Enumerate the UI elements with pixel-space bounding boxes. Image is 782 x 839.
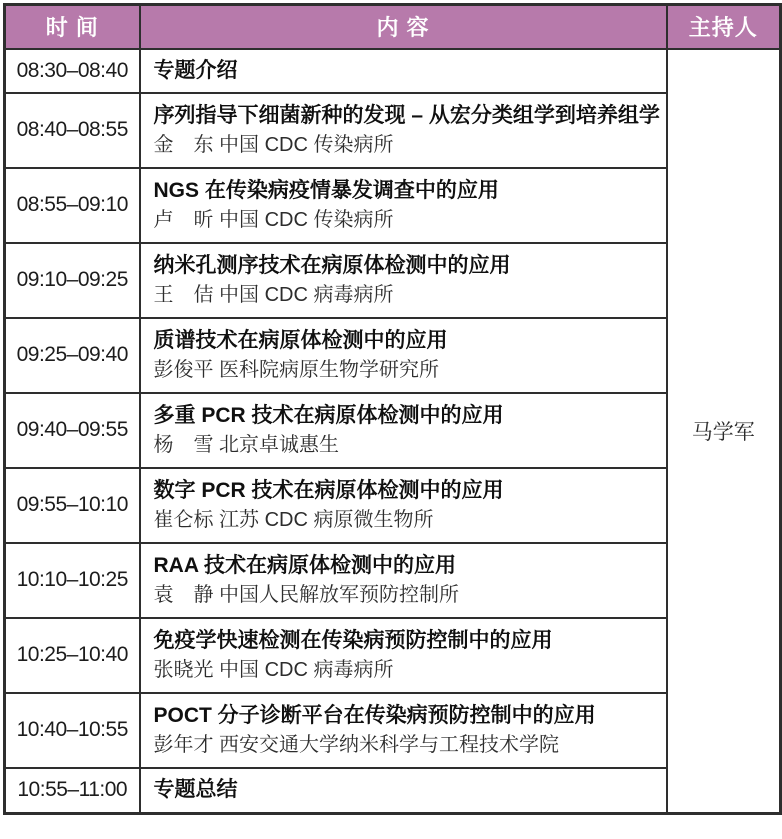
- talk-title: 专题介绍: [153, 58, 238, 82]
- content-cell: [140, 543, 667, 618]
- table-row: [5, 318, 781, 393]
- talk-title: 质谱技术在病原体检测中的应用: [153, 328, 448, 352]
- header-row: [5, 5, 781, 49]
- table-row: [5, 243, 781, 318]
- time-cell: 10:40–10:55: [5, 693, 140, 768]
- host-cell: 马学军: [667, 49, 781, 814]
- content-cell: [140, 93, 667, 168]
- col-header-content: 内 容: [140, 5, 667, 49]
- time-cell: 09:25–09:40: [5, 318, 140, 393]
- schedule-table: [3, 3, 782, 815]
- talk-title: 纳米孔测序技术在病原体检测中的应用: [153, 253, 511, 277]
- table-row: [5, 768, 781, 814]
- talk-title: 免疫学快速检测在传染病预防控制中的应用: [153, 628, 553, 652]
- talk-speaker: 王 佶 中国 CDC 病毒病所: [153, 283, 394, 306]
- content-cell: [140, 618, 667, 693]
- talk-speaker: 崔仑标 江苏 CDC 病原微生物所: [153, 508, 434, 531]
- table-row: [5, 168, 781, 243]
- time-cell: 09:55–10:10: [5, 468, 140, 543]
- talk-title: NGS 在传染病疫情暴发调查中的应用: [153, 178, 499, 202]
- time-cell: 08:55–09:10: [5, 168, 140, 243]
- content-cell: [140, 468, 667, 543]
- talk-speaker: 彭俊平 医科院病原生物学研究所: [153, 358, 440, 381]
- time-cell: 08:30–08:40: [5, 49, 140, 93]
- content-cell: [140, 49, 667, 93]
- talk-speaker: 金 东 中国 CDC 传染病所: [153, 133, 394, 156]
- content-cell: [140, 243, 667, 318]
- content-cell: [140, 393, 667, 468]
- time-cell: 10:25–10:40: [5, 618, 140, 693]
- table-row: [5, 393, 781, 468]
- col-header-time: 时 间: [5, 5, 140, 49]
- table-row: [5, 468, 781, 543]
- time-cell: 10:55–11:00: [5, 768, 140, 814]
- talk-title: 多重 PCR 技术在病原体检测中的应用: [153, 403, 504, 427]
- time-cell: 10:10–10:25: [5, 543, 140, 618]
- time-cell: 08:40–08:55: [5, 93, 140, 168]
- table-row: [5, 49, 781, 93]
- time-cell: 09:40–09:55: [5, 393, 140, 468]
- talk-title: POCT 分子诊断平台在传染病预防控制中的应用: [153, 703, 596, 727]
- table-row: [5, 693, 781, 768]
- table-row: [5, 93, 781, 168]
- time-cell: 09:10–09:25: [5, 243, 140, 318]
- talk-title: 数字 PCR 技术在病原体检测中的应用: [153, 478, 504, 502]
- content-cell: [140, 768, 667, 814]
- content-cell: [140, 693, 667, 768]
- talk-speaker: 袁 静 中国人民解放军预防控制所: [153, 583, 460, 606]
- col-header-host: 主持人: [667, 5, 781, 49]
- talk-speaker: 卢 昕 中国 CDC 传染病所: [153, 208, 394, 231]
- table-row: [5, 543, 781, 618]
- table-row: [5, 618, 781, 693]
- talk-speaker: 杨 雪 北京卓诚惠生: [153, 433, 340, 456]
- talk-title: RAA 技术在病原体检测中的应用: [153, 553, 457, 577]
- content-cell: [140, 318, 667, 393]
- talk-speaker: 张晓光 中国 CDC 病毒病所: [153, 658, 394, 681]
- talk-speaker: 彭年才 西安交通大学纳米科学与工程技术学院: [153, 733, 560, 756]
- talk-title: 序列指导下细菌新种的发现 – 从宏分类组学到培养组学: [153, 103, 660, 127]
- talk-title: 专题总结: [153, 778, 238, 802]
- schedule-body: [5, 49, 781, 814]
- content-cell: [140, 168, 667, 243]
